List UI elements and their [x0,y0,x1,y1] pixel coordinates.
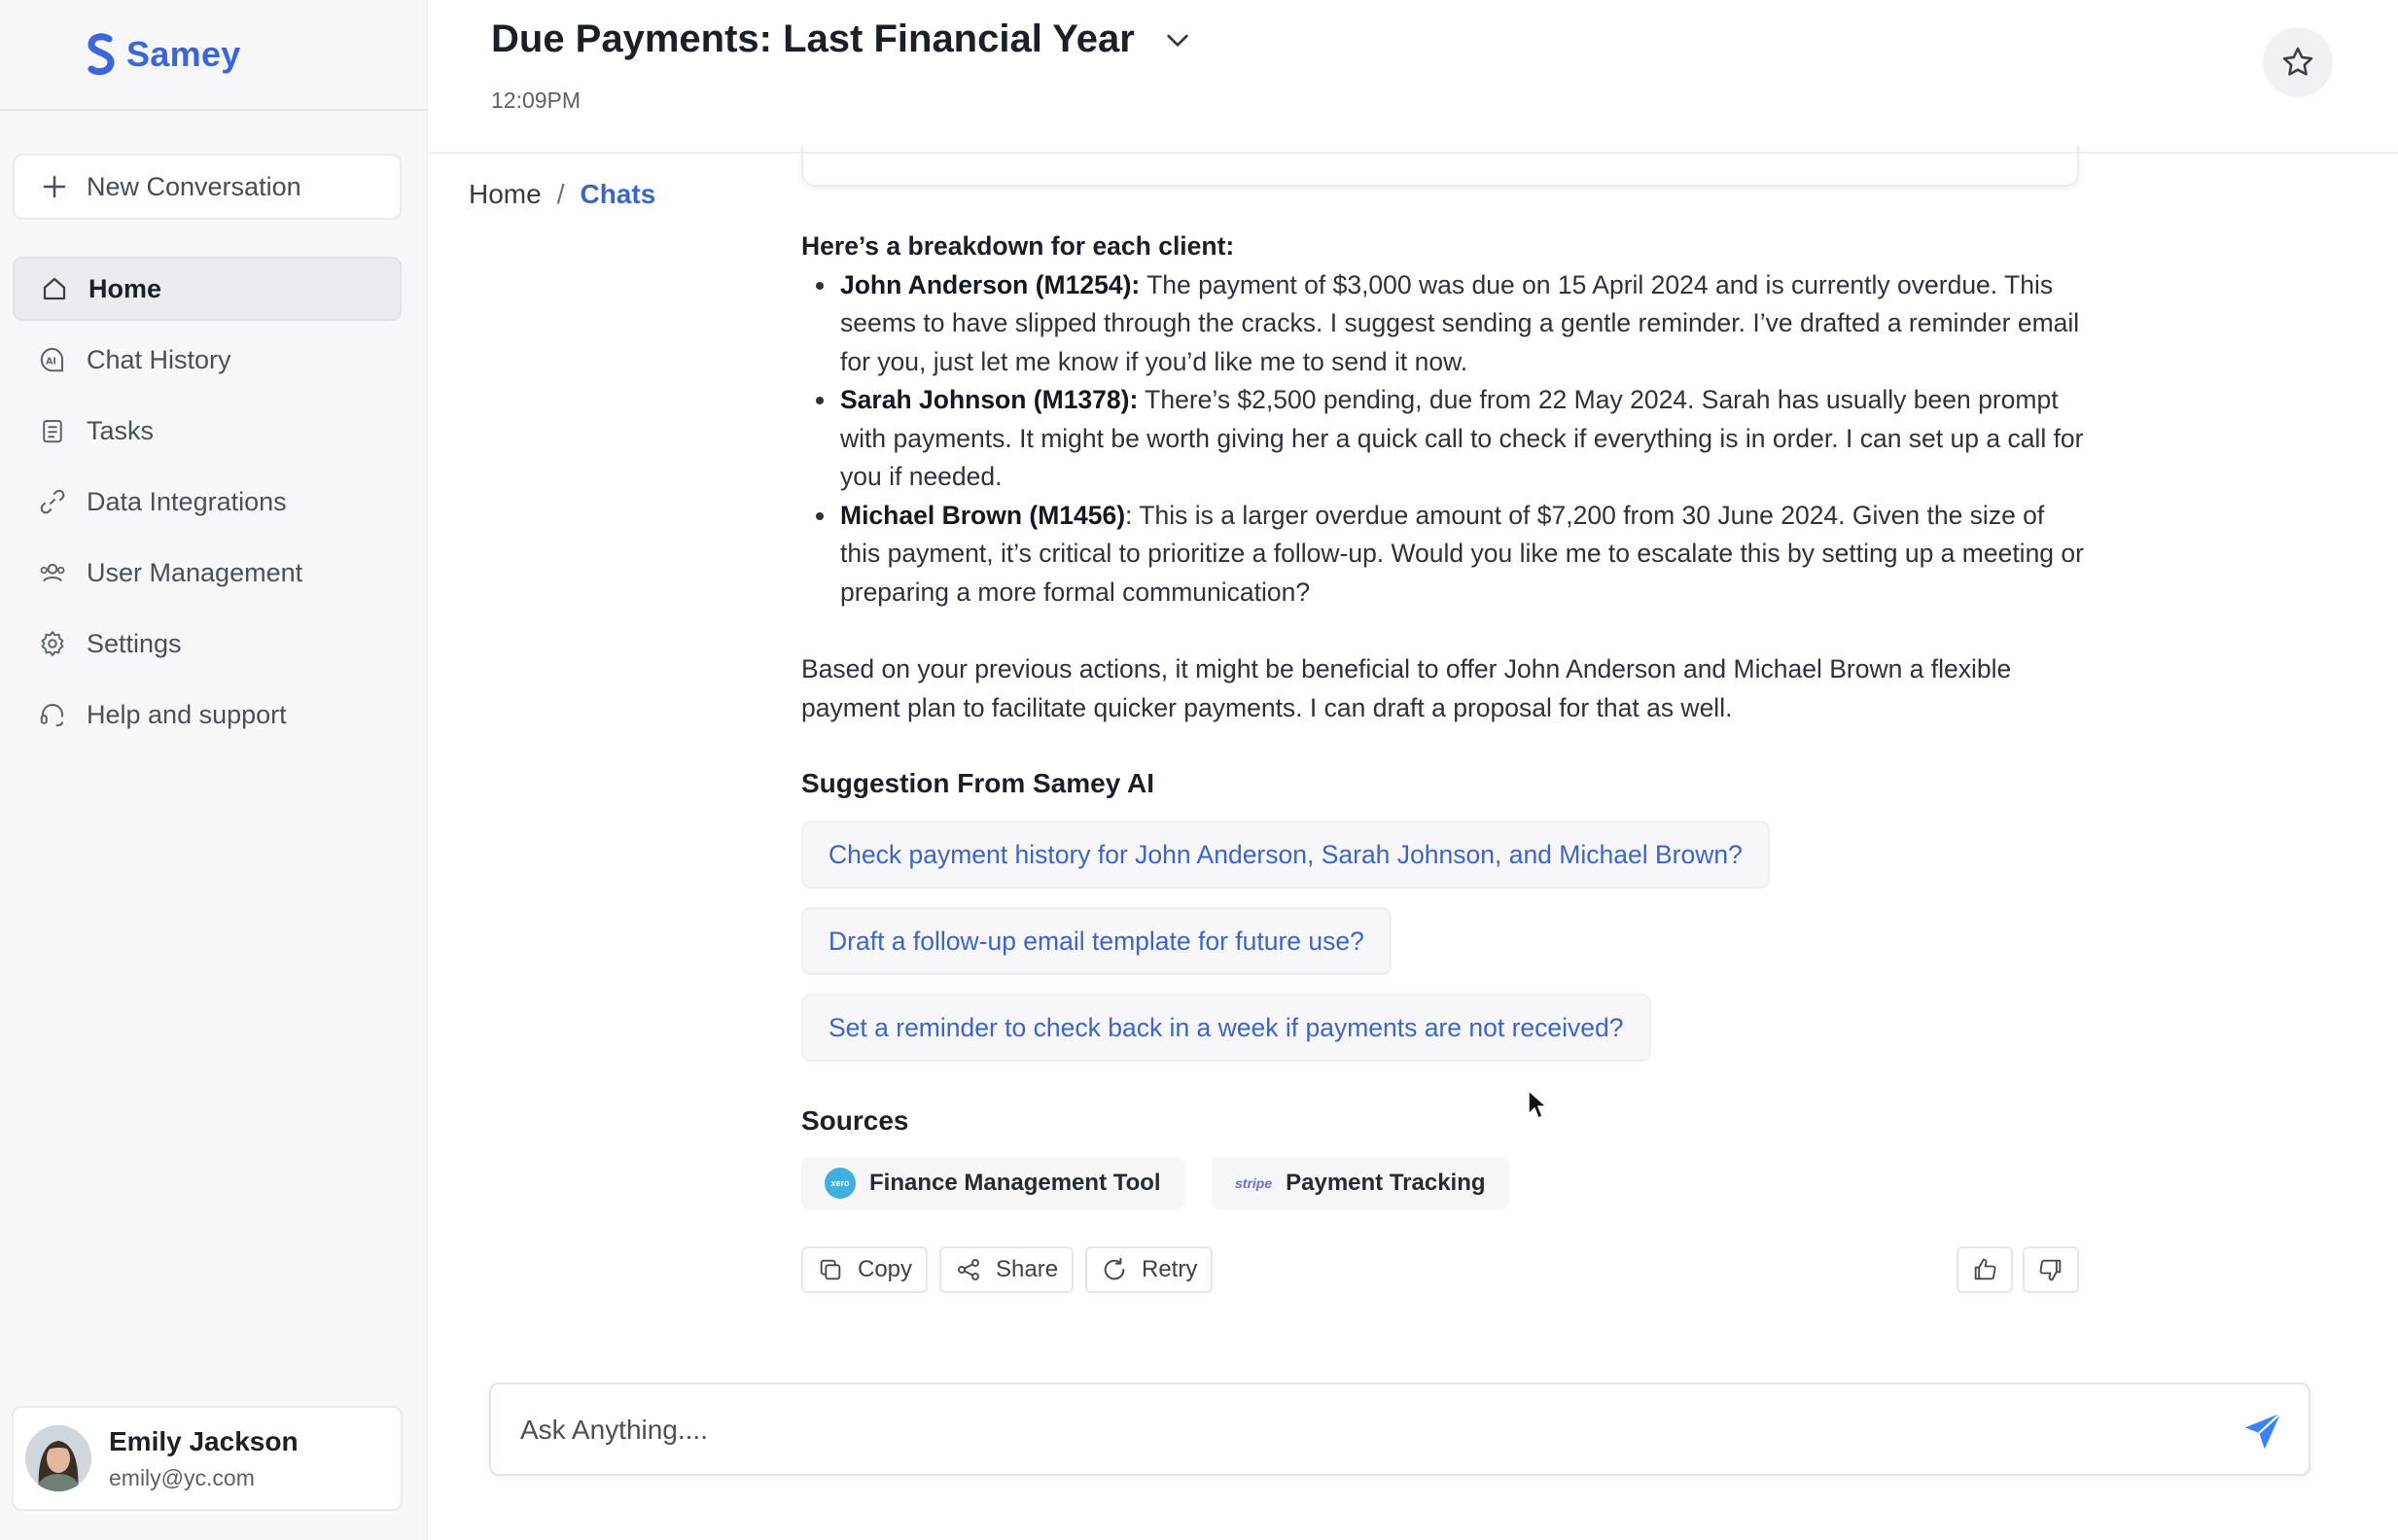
chat-header [429,0,2398,154]
sidebar-item-label: Settings [87,628,182,658]
star-icon [2279,44,2316,81]
home-icon [40,274,69,303]
source-finance-management[interactable] [801,1157,1184,1209]
breadcrumb-home[interactable]: Home [469,179,542,209]
ai-chat-icon [38,345,67,374]
breadcrumb-current[interactable]: Chats [580,179,656,209]
clipboard-icon [38,416,67,445]
sidebar-item-label: Chat History [87,344,231,374]
list-item [838,497,2085,612]
assistant-message [801,228,2085,727]
retry-label: Retry [1142,1256,1198,1282]
client-detail: The payment of $3,000 was due on 15 April 2024 and is currently overdue. This seems to have slipped through the cracks. I suggest sending a gentle reminder. I’ve drafted a reminder email for you, just let me know if you’d like me to send it now. [840,269,2080,376]
samey-logo-icon [86,33,117,76]
xero-icon: xero [825,1168,856,1199]
sidebar-item-label: Tasks [87,415,155,445]
client-name: John Anderson (M1254): [840,269,1141,299]
source-label: Finance Management Tool [869,1170,1161,1196]
thumbs-up-button[interactable] [1957,1246,2013,1293]
user-name: Emily Jackson [109,1425,299,1456]
mouse-cursor-icon [1527,1089,1548,1120]
link-icon [38,487,67,516]
sidebar-item-chat-history[interactable] [13,328,402,392]
send-icon[interactable] [2241,1410,2284,1452]
user-email: emily@yc.com [109,1464,255,1490]
conversation-time: 12:09PM [491,88,582,113]
users-icon [38,558,67,587]
ask-input[interactable] [520,1406,2173,1454]
stripe-icon: stripe [1235,1175,1273,1191]
client-detail: : This is a larger overdue amount of $7,200 from 30 June 2024. Given the size of this payment, it’s critical to prioritize a follow-up. Would you like me to escalate this by setting up a meeting or preparing a more formal communication? [840,500,2084,607]
client-name: Michael Brown (M1456) [840,500,1126,530]
logo[interactable] [0,0,427,111]
sidebar-item-label: Data Integrations [87,486,287,516]
copy-icon [817,1256,844,1283]
favorite-button[interactable] [2263,27,2333,97]
client-list [838,266,2085,612]
source-label: Payment Tracking [1286,1170,1486,1196]
client-detail: There’s $2,500 pending, due from 22 May 2024. Sarah has usually been prompt with payments. It might be worth giving her a quick call to check if everything is in order. I can set up a call for you if needed. [840,385,2084,491]
suggestion-chip[interactable]: Check payment history for John Anderson, Sarah Johnson, and Michael Brown? [801,821,1770,889]
sidebar-item-home[interactable] [13,257,402,321]
chevron-down-icon[interactable] [1162,24,1193,55]
thumbs-up-icon [1971,1256,1998,1283]
client-name: Sarah Johnson (M1378): [840,385,1139,414]
plus-icon [40,172,69,201]
page-title: Due Payments: Last Financial Year [491,18,1135,60]
app-name: Samey [126,34,241,74]
message-intro: Here’s a breakdown for each client: [801,231,1235,261]
new-conversation-label: New Conversation [87,171,301,201]
sidebar-item-label: User Management [87,557,303,587]
svg-text:AI: AI [46,356,56,368]
gear-icon [38,629,67,658]
copy-button[interactable] [801,1246,928,1293]
thumbs-down-icon [2037,1256,2064,1283]
sidebar-item-user-management[interactable] [13,541,402,605]
previous-message-card [801,146,2079,187]
headset-icon [38,700,67,729]
retry-button[interactable] [1085,1246,1213,1293]
share-icon [955,1256,982,1283]
breadcrumb-separator: / [556,179,565,209]
sidebar-item-settings[interactable] [13,612,402,676]
sidebar-item-tasks[interactable] [13,399,402,463]
suggestions-title: Suggestion From Samey AI [801,768,1155,798]
avatar [25,1425,91,1491]
suggestion-chip[interactable]: Draft a follow-up email template for future use? [801,907,1392,975]
breadcrumb [469,179,655,210]
sidebar-item-label: Help and support [87,699,287,729]
share-button[interactable] [939,1246,1074,1293]
suggestion-chip[interactable]: Set a reminder to check back in a week if payments are not received? [801,994,1651,1062]
message-composer [489,1382,2310,1476]
sidebar-item-help[interactable] [13,682,402,747]
sources-title: Sources [801,1105,909,1136]
sidebar-nav [13,257,402,753]
share-label: Share [996,1256,1059,1282]
source-payment-tracking[interactable] [1212,1157,1509,1209]
copy-label: Copy [858,1256,913,1282]
message-closing: Based on your previous actions, it might be beneficial to offer John Anderson and Michael Brown a flexible payment plan to facilitate quicker payments. I can draft a proposal for that as well. [801,654,2012,722]
sidebar-item-label: Home [88,273,162,303]
sidebar-item-data-integrations[interactable] [13,470,402,534]
retry-icon [1101,1256,1128,1283]
thumbs-down-button[interactable] [2023,1246,2079,1293]
sidebar [0,0,428,1540]
user-profile[interactable] [12,1406,403,1511]
new-conversation-button[interactable] [13,154,402,220]
list-item [838,266,2085,382]
list-item [838,381,2085,497]
